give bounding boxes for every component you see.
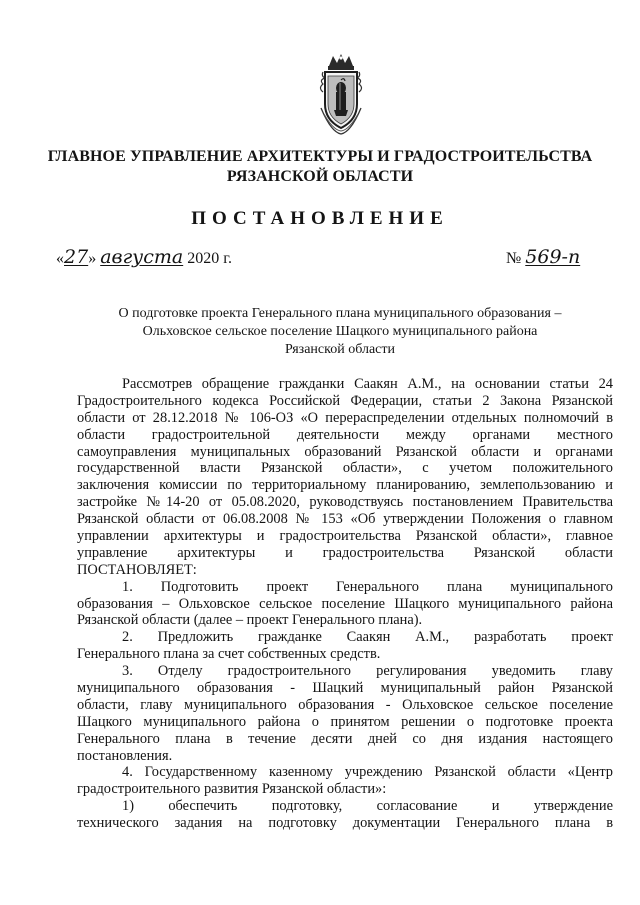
subject-line3: Рязанской области: [284, 342, 396, 357]
document-type-title: ПОСТАНОВЛЕНИЕ: [191, 208, 449, 229]
body-line: заключения комиссии по территориальному планированию, землепользованию и: [77, 477, 613, 494]
subject-line2: Ольховское сельское поселение Шацкого муниципального района: [142, 324, 538, 339]
quote-open: «: [56, 250, 64, 267]
number-prefix: №: [506, 250, 522, 267]
body-line: Рассмотрев обращение гражданки Саакян А.М., на основании статьи 24: [122, 376, 613, 392]
body-line: Шацкого муниципального района о принятом решении о подготовке проекта: [77, 713, 613, 730]
body-line: образования – Ольховское сельское поселение Шацкого муниципального района: [77, 595, 613, 612]
body-line: области, главу муниципального образования - Ольховское сельское поселение: [77, 696, 613, 713]
body-line: градостроительного развития Рязанской области»:: [77, 781, 387, 798]
body-line: Рязанской области от 06.08.2008 № 153 «Об утверждении Положения о главном: [77, 511, 613, 528]
body-line: Генерального плана за счет собственных средств.: [77, 646, 381, 663]
body-item-3: 3. Отделу градостроительного регулирования уведомить главу: [122, 663, 613, 680]
body-line: области от 28.12.2018 № 106-ОЗ «О перераспределении отдельных полномочий в: [77, 409, 613, 426]
document-date: [56, 246, 232, 268]
body-item-1: 1. Подготовить проект Генерального плана муниципального: [122, 578, 613, 595]
document-number: [506, 246, 580, 268]
body-subitem-1: 1) обеспечить подготовку, согласование и утверждение: [122, 798, 613, 815]
date-month: августа: [100, 246, 184, 268]
body-line: самоуправления муниципальных образований Рязанской области и органами: [77, 443, 613, 460]
body-line: области градостроительной деятельности между органами местного: [77, 426, 613, 443]
subject-line1: О подготовке проекта Генерального плана муниципального образования –: [118, 306, 562, 321]
body-text: [77, 376, 613, 832]
org-name-line2: РЯЗАНСКОЙ ОБЛАСТИ: [226, 168, 414, 185]
body-line: муниципального образования - Шацкий муниципальный район Рязанской: [77, 680, 613, 697]
body-line: Генерального плана в течение десяти дней со дня издания настоящего: [77, 730, 613, 747]
body-line: постановления.: [77, 747, 173, 764]
body-line-postanovlyaet: ПОСТАНОВЛЯЕТ:: [77, 561, 197, 578]
body-item-4: 4. Государственному казенному учреждению Рязанской области «Центр: [122, 764, 613, 781]
number-value: 569-п: [525, 246, 581, 268]
body-line: государственной власти Рязанской области», с учетом положительного: [77, 460, 613, 477]
body-item-2: 2. Предложить гражданке Саакян А.М., разработать проект: [122, 629, 613, 646]
body-line: застройке №14-20 от 05.08.2020, руководствуясь постановлением Правительства: [77, 494, 613, 511]
date-day: 27: [64, 246, 89, 268]
body-line: управление архитектуры и градостроительства Рязанской области: [77, 544, 613, 561]
body-line: технического задания на подготовку документации Генерального плана в: [77, 815, 613, 832]
body-line: Градостроительного кодекса Российской Федерации, статьи 2 Закона Рязанской: [77, 392, 613, 409]
body-line: Рязанской области (далее – проект Генерального плана).: [77, 612, 423, 629]
coat-of-arms-emblem: [315, 52, 367, 138]
body-line: управлении архитектуры и градостроительства Рязанской области», главное: [77, 528, 613, 545]
date-year: 2020 г.: [187, 250, 232, 267]
quote-close: »: [88, 250, 97, 267]
org-name-line1: ГЛАВНОЕ УПРАВЛЕНИЕ АРХИТЕКТУРЫ И ГРАДОСТРОИТЕЛЬСТВА: [47, 148, 593, 165]
